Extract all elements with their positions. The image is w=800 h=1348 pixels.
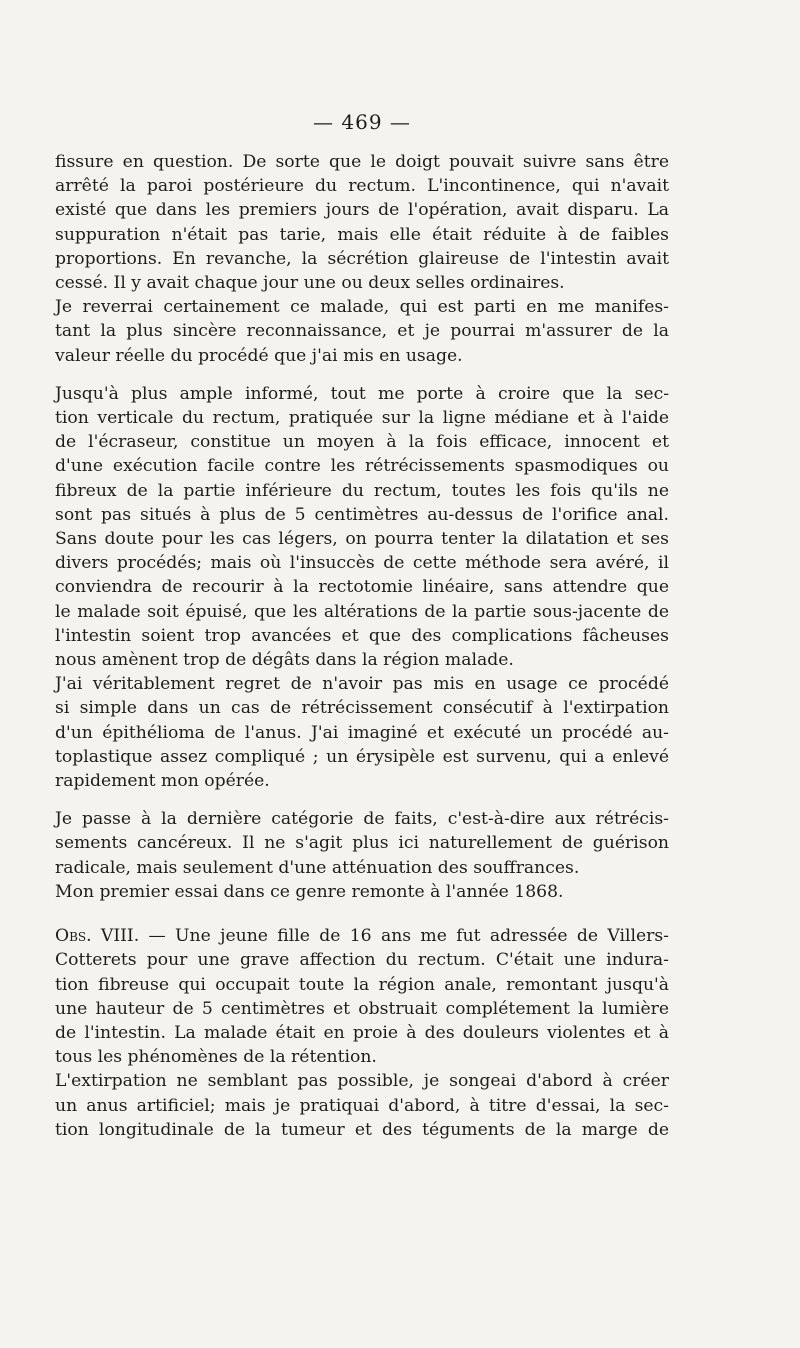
text-line: sont pas situés à plus de 5 centimètres au-dessus de l'orifice anal. [55,504,669,525]
text-line: Cotterets pour une grave affection du rectum. C'était une indura- [55,950,669,971]
text-line: d'un épithélioma de l'anus. J'ai imaginé et exécuté un procédé au- [55,722,669,743]
text-line: fissure en question. De sorte que le doigt pouvait suivre sans être [55,152,669,172]
text-line: une hauteur de 5 centimètres et obstruait complétement la lumière [55,998,669,1019]
text-line: suppuration n'était pas tarie, mais elle était réduite à de faibles [55,224,669,245]
text-line: existé que dans les premiers jours de l'opération, avait disparu. La [55,200,669,221]
text-line: toplastique assez compliqué ; un érysipèle est survenu, qui a enlevé [55,746,669,767]
text-line: arrêté la paroi postérieure du rectum. L'incontinence, qui n'avait [55,176,669,197]
text-line: Mon premier essai dans ce genre remonte à l'année 1868. [55,881,564,902]
text-line: Jusqu'à plus ample informé, tout me porte à croire que la sec- [55,383,669,404]
text-line: tant la plus sincère reconnaissance, et je pourrai m'assurer de la [55,321,669,342]
paragraph-gap [55,368,669,382]
paragraph-6 [55,880,669,904]
text-line [55,924,669,948]
text-line: tion fibreuse qui occupait toute la région anale, remontant jusqu'à [55,974,669,995]
paragraph-gap [55,793,669,807]
text-line: valeur réelle du procédé que j'ai mis en usage. [55,345,463,366]
text-line: L'extirpation ne semblant pas possible, je songeai d'abord à créer [55,1071,669,1092]
text-line: J'ai véritablement regret de n'avoir pas mis en usage ce procédé [55,674,669,695]
text-line: d'une exécution facile contre les rétrécissements spasmodiques ou [55,456,669,477]
text-line: cessé. Il y avait chaque jour une ou deux selles ordinaires. [55,273,565,294]
text-line: divers procédés; mais où l'insuccès de cette méthode sera avéré, il [55,553,669,574]
text-line: tion verticale du rectum, pratiquée sur la ligne médiane et à l'aide [55,408,669,429]
paragraph-4 [55,672,669,793]
observation-text: — Une jeune fille de 16 ans me fut adressée de Villers- [148,926,669,947]
text-line: conviendra de recourir à la rectotomie linéaire, sans attendre que [55,577,669,598]
text-line: Sans doute pour les cas légers, on pourra tenter la dilatation et ses [55,529,669,550]
document-page [55,108,669,1142]
text-line: proportions. En revanche, la sécrétion glaireuse de l'intestin avait [55,248,669,269]
text-line: sements cancéreux. Il ne s'agit plus ici naturellement de guérison [55,833,669,854]
paragraph-8 [55,1069,669,1142]
observation-label: Obs. VIII. [55,926,140,947]
paragraph-1 [55,150,669,295]
text-line: l'intestin soient trop avancées et que des complications fâcheuses [55,625,669,646]
paragraph-3 [55,382,669,672]
text-line: radicale, mais seulement d'une atténuation des souffrances. [55,857,580,878]
text-line: le malade soit épuisé, que les altérations de la partie sous-jacente de [55,601,669,622]
text-line: si simple dans un cas de rétrécissement consécutif à l'extirpation [55,698,669,719]
text-line: de l'écraseur, constitue un moyen à la fois efficace, innocent et [55,432,669,453]
text-line: un anus artificiel; mais je pratiquai d'abord, à titre d'essai, la sec- [55,1095,669,1116]
text-line: de l'intestin. La malade était en proie à des douleurs violentes et à [55,1022,669,1043]
paragraph-5 [55,807,669,880]
text-line: Je reverrai certainement ce malade, qui est parti en me manifes- [55,297,669,318]
text-line: fibreux de la partie inférieure du rectum, toutes les fois qu'ils ne [55,480,669,501]
observation-paragraph [55,924,669,1069]
paragraph-gap [55,904,669,918]
text-line: tous les phénomènes de la rétention. [55,1047,377,1068]
paragraph-2 [55,295,669,368]
text-line: nous amènent trop de dégâts dans la région malade. [55,650,514,671]
text-line: tion longitudinale de la tumeur et des téguments de la marge de [55,1119,669,1140]
text-line: Je passe à la dernière catégorie de faits, c'est-à-dire aux rétrécis- [55,809,669,830]
page-number: — 469 — [313,110,411,134]
text-line: rapidement mon opérée. [55,771,270,792]
